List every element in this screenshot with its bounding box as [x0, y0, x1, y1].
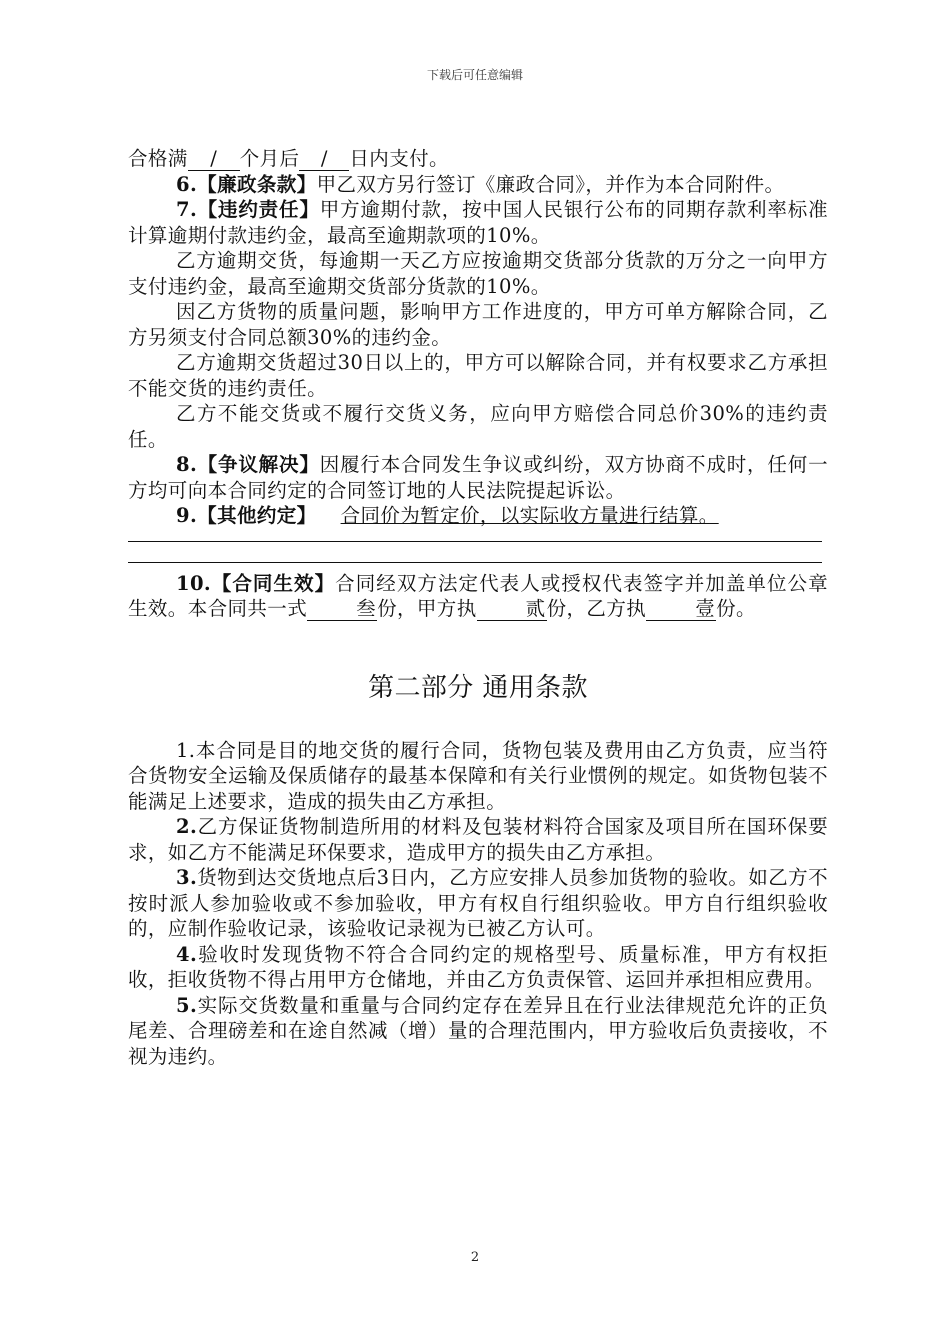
text-span: 日内支付。	[349, 147, 449, 170]
clause-number: 1.	[176, 738, 196, 762]
text-span: 个月后	[239, 147, 300, 170]
blank-copies-party-a: 贰	[477, 598, 547, 621]
payment-term-line	[128, 146, 828, 172]
clause-title: 【争议解决】	[197, 453, 320, 476]
clause-number: 9.	[176, 504, 198, 527]
clause-text-underlined: 合同价为暂定价，以实际收方量进行结算。	[340, 504, 719, 527]
clause-text: 实际交货数量和重量与合同约定存在差异且在行业法律规范允许的正负尾差、合理磅差和在途自然减（增）量的合理范围内，甲方验收后负责接收，不视为违约。	[128, 993, 828, 1068]
clause-text: 甲方逾期付款，按中国人民银行公布的同期存款利率标准计算逾期付款违约金，最高至逾期款项的10%。	[128, 198, 828, 247]
fill-line	[128, 529, 822, 542]
clause-number: 2.	[176, 815, 198, 838]
clause-title: 【其他约定】	[197, 504, 317, 527]
text-span: 合格满	[128, 147, 188, 170]
clause-text: 乙方保证货物制造所用的材料及包装材料符合国家及项目所在国环保要求，如乙方不能满足环保要求，造成甲方的损失由乙方承担。	[128, 815, 828, 864]
clause-7	[128, 197, 828, 248]
clause-text: 份，乙方执	[546, 597, 647, 620]
clause-number: 3.	[176, 866, 198, 889]
blank-days: /	[299, 148, 349, 171]
clause-8	[128, 452, 828, 503]
clause-number: 8.	[176, 453, 198, 476]
clause-text: 因履行本合同发生争议或纠纷，双方协商不成时，任何一方均可向本合同约定的合同签订地的人民法院提起诉讼。	[128, 453, 828, 502]
clause-text: 本合同是目的地交货的履行合同，货物包装及费用由乙方负责，应当符合货物安全运输及保质储存的最基本保障和有关行业惯例的规定。如货物包装不能满足上述要求，造成的损失由乙方承担。	[128, 738, 828, 813]
general-clause-2	[128, 814, 828, 865]
clause-text: 甲乙双方另行签订《廉政合同》，并作为本合同附件。	[316, 172, 785, 196]
clause-title: 【合同生效】	[211, 571, 336, 595]
clause-text: 份。	[716, 597, 756, 620]
blank-copies-party-b: 壹	[646, 598, 716, 621]
clause-text: 货物到达交货地点后3日内，乙方应安排人员参加货物的验收。如乙方不按时派人参加验收或不参加验收，甲方有权自行组织验收。甲方自行组织验收的，应制作验收记录，该验收记录视为已被乙方认可。	[128, 866, 828, 940]
clause-number: 7.	[176, 198, 198, 221]
clause-title: 【廉政条款】	[197, 172, 317, 196]
clause-6	[128, 172, 828, 198]
clause-10	[128, 571, 828, 622]
clause-9	[128, 503, 828, 529]
clause-7-paragraph: 因乙方货物的质量问题，影响甲方工作进度的，甲方可单方解除合同，乙方另须支付合同总额30%的违约金。	[128, 300, 828, 349]
general-clause-5	[128, 993, 828, 1070]
clause-7-paragraph: 乙方逾期交货超过30日以上的，甲方可以解除合同，并有权要求乙方承担不能交货的违约责任。	[128, 351, 828, 400]
clause-text: 合同经双方法定代表人或授权代表签字并加盖单位公章生效。本合同共一式	[128, 571, 828, 620]
clause-number: 6.	[176, 172, 198, 196]
fill-line	[128, 550, 822, 563]
clause-7-paragraph: 乙方不能交货或不履行交货义务，应向甲方赔偿合同总价30%的违约责任。	[128, 402, 828, 451]
general-clause-3	[128, 865, 828, 942]
clause-number: 5.	[176, 993, 198, 1017]
clause-title: 【违约责任】	[197, 198, 320, 221]
page-header: 下载后可任意编辑	[426, 68, 523, 82]
blank-copies-total: 叁	[307, 598, 377, 621]
clause-text: 份，甲方执	[377, 597, 477, 620]
clause-text: 验收时发现货物不符合合同约定的规格型号、质量标准，甲方有权拒收，拒收货物不得占用甲方仓储地，并由乙方负责保管、运回并承担相应费用。	[128, 942, 828, 991]
general-clause-1	[128, 738, 828, 815]
clause-number: 4.	[176, 942, 198, 966]
page-number: 2	[470, 1250, 480, 1265]
clause-7-paragraph: 乙方逾期交货，每逾期一天乙方应按逾期交货部分货款的万分之一向甲方支付违约金，最高至逾期交货部分货款的10%。	[128, 249, 828, 298]
general-clause-4	[128, 942, 828, 993]
section-heading: 第二部分 通用条款	[368, 672, 588, 703]
blank-months: /	[188, 148, 240, 171]
clause-number: 10.	[176, 571, 212, 595]
document-body	[128, 146, 828, 1069]
